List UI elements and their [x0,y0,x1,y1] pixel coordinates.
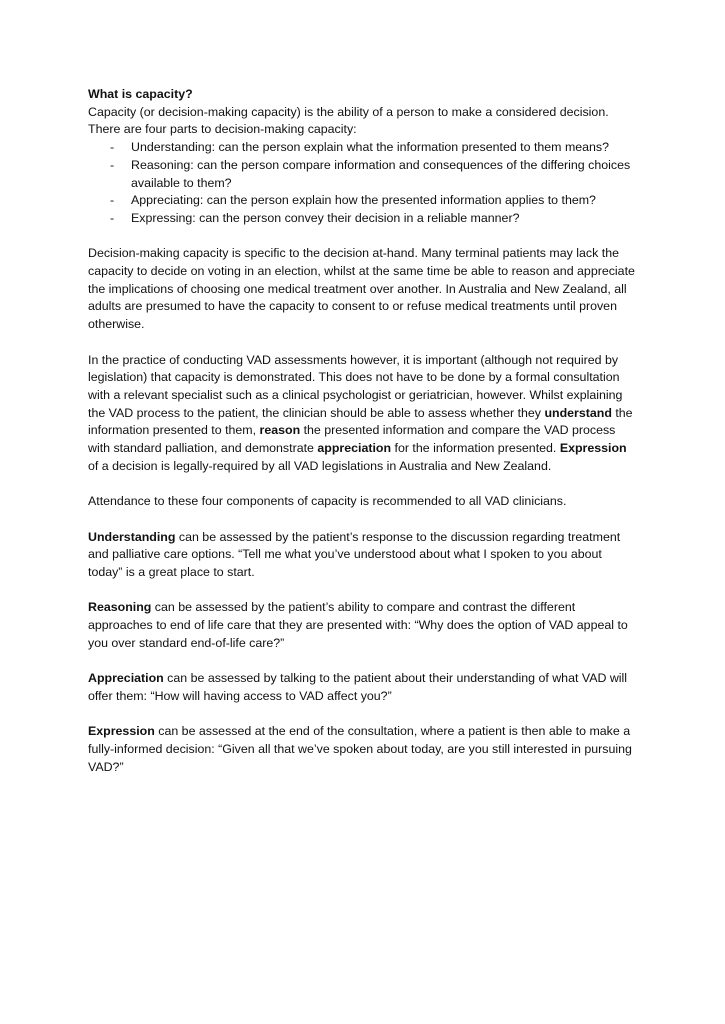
bullet-dash: - [110,193,115,208]
text-run: In the practice of conducting VAD assessments however, it is important (although not required by legislation) that capacity is demonstrated. This does not have to be done by a formal consultation with a relevant specialist such as a clinical psychologist or geriatrician, however. Whilst explaining the VAD process to the patient, the clinician should be able to assess whether they [88,352,623,420]
list-item-text: Expressing: can the person convey their decision in a reliable manner? [131,210,520,225]
text-run: can be assessed by the patient’s ability to compare and contrast the different approaches to end of life care that they are presented with: “Why does the option of VAD appeal to you over standard end-of-life care?” [88,600,628,650]
list-item-text: Appreciating: can the person explain how the presented information applies to them? [131,193,596,208]
list-item-text: Understanding: can the person explain what the information presented to them means? [131,140,610,155]
bold-term-appreciation: appreciation [317,441,392,456]
text-run: of a decision is legally-required by all VAD legislations in Australia and New Zealand. [88,458,552,473]
list-item [88,157,638,192]
list-item-text: Reasoning: can the person compare information and consequences of the differing choices available to them? [131,157,631,190]
list-item [88,210,638,228]
text-run: can be assessed at the end of the consultation, where a patient is then able to make a fully-informed decision: “Given all that we’ve spoken about today, are you still interested in pursuing VAD?” [88,724,632,774]
paragraph-attendance: Attendance to these four components of capacity is recommended to all VAD clinicians. [88,494,567,509]
list-item [88,192,638,210]
text-run: can be assessed by talking to the patient about their understanding of what VAD will offer them: “How will having access to VAD affect you?” [88,671,628,703]
bold-term: Understanding [88,529,176,544]
section-heading: What is capacity? [88,87,193,101]
bullet-dash: - [110,157,115,172]
paragraph-decision-specific: Decision-making capacity is specific to the decision at-hand. Many terminal patients may lack the capacity to decide on voting in an election, whilst at the same time be able to reason and appreciate the implications of choosing one medical treatment over another. In Australia and New Zealand, all adults are presumed to have the capacity to consent to or refuse medical treatments until proven otherwise. [88,246,635,332]
bullet-dash: - [110,210,115,225]
paragraph-vad-assessments [88,352,638,476]
intro-paragraph: Capacity (or decision-making capacity) is the ability of a person to make a considered decision. There are four parts to decision-making capacity: [88,104,609,137]
paragraph-expression [88,723,638,776]
bold-term-reason: reason [259,423,301,438]
bold-term: Expression [88,724,155,739]
text-run: can be assessed by the patient’s response to the discussion regarding treatment and palliative care options. “Tell me what you’ve understood about what I spoken to you about today” is a great place to start. [88,529,621,579]
text-run: the information presented to them, [88,405,633,438]
paragraph-appreciation [88,670,638,705]
text-run: the presented information and compare the VAD process with standard palliation, and demonstrate [88,423,616,456]
text-run: for the information presented. [391,441,560,456]
paragraph-understanding [88,529,638,582]
document-page [88,86,638,794]
bold-term-expression: Expression [559,441,627,456]
capacity-parts-list [88,139,638,228]
list-item [88,139,638,157]
paragraph-reasoning [88,599,638,652]
bold-term: Reasoning [88,600,152,615]
bullet-dash: - [110,140,115,155]
bold-term: Appreciation [88,671,164,686]
bold-term-understand: understand [544,405,612,420]
